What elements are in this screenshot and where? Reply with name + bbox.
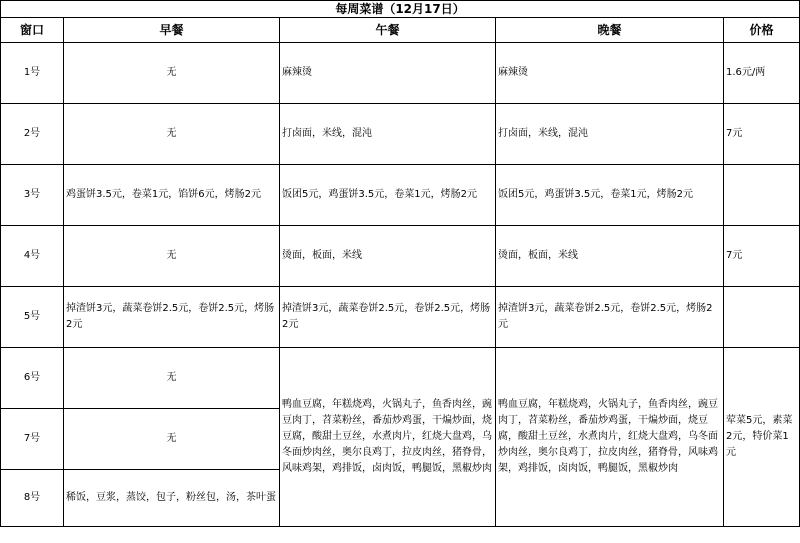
breakfast-cell: 无: [64, 104, 280, 165]
breakfast-cell: 无: [64, 348, 280, 409]
dinner-cell: 饭团5元，鸡蛋饼3.5元，卷菜1元，烤肠2元: [496, 165, 724, 226]
breakfast-cell: 鸡蛋饼3.5元，卷菜1元，馅饼6元，烤肠2元: [64, 165, 280, 226]
breakfast-cell: 掉渣饼3元，蔬菜卷饼2.5元，卷饼2.5元，烤肠2元: [64, 287, 280, 348]
price-cell: 1.6元/两: [724, 43, 800, 104]
window-cell: 4号: [1, 226, 64, 287]
price-cell-shared: 荤菜5元，素菜2元，特价菜1元: [724, 348, 800, 527]
window-cell: 6号: [1, 348, 64, 409]
lunch-cell: 打卤面，米线，混沌: [280, 104, 496, 165]
table-row: [1, 165, 800, 226]
table-row: [1, 43, 800, 104]
lunch-cell: 烫面，板面，米线: [280, 226, 496, 287]
price-cell: [724, 165, 800, 226]
dinner-cell: 打卤面，米线，混沌: [496, 104, 724, 165]
price-cell: 7元: [724, 104, 800, 165]
header-row: [1, 18, 800, 43]
breakfast-cell: 无: [64, 43, 280, 104]
header-breakfast: 早餐: [64, 18, 280, 43]
title-row: [1, 1, 800, 18]
lunch-cell: 饭团5元，鸡蛋饼3.5元，卷菜1元，烤肠2元: [280, 165, 496, 226]
breakfast-cell: 稀饭，豆浆，蒸饺，包子，粉丝包，汤，茶叶蛋: [64, 470, 280, 527]
dinner-cell: 烫面，板面，米线: [496, 226, 724, 287]
table-row: [1, 104, 800, 165]
breakfast-cell: 无: [64, 409, 280, 470]
dinner-cell-shared: 鸭血豆腐，年糕烧鸡，火锅丸子，鱼香肉丝，豌豆肉丁，苕菜粉丝，番茄炒鸡蛋，干煸炒面，烧豆腐，酸甜土豆丝，水煮肉片，红烧大盘鸡，乌冬面炒肉丝，奥尔良鸡丁，拉皮肉丝，猪脊骨，风味鸡架，鸡排饭，卤肉饭，鸭腿饭，黑椒炒肉: [496, 348, 724, 527]
dinner-cell: 掉渣饼3元，蔬菜卷饼2.5元，卷饼2.5元，烤肠2元: [496, 287, 724, 348]
lunch-cell: 麻辣烫: [280, 43, 496, 104]
header-window: 窗口: [1, 18, 64, 43]
lunch-cell-shared: 鸭血豆腐，年糕烧鸡，火锅丸子，鱼香肉丝，豌豆肉丁，苕菜粉丝，番茄炒鸡蛋，干煸炒面，烧豆腐，酸甜土豆丝，水煮肉片，红烧大盘鸡，乌冬面炒肉丝，奥尔良鸡丁，拉皮肉丝，猪脊骨，风味鸡架，鸡排饭，卤肉饭，鸭腿饭，黑椒炒肉: [280, 348, 496, 527]
dinner-cell: 麻辣烫: [496, 43, 724, 104]
window-cell: 8号: [1, 470, 64, 527]
price-cell: [724, 287, 800, 348]
header-lunch: 午餐: [280, 18, 496, 43]
menu-title: 每周菜谱（12月17日）: [1, 1, 800, 18]
breakfast-cell: 无: [64, 226, 280, 287]
window-cell: 5号: [1, 287, 64, 348]
table-row: [1, 287, 800, 348]
price-cell: 7元: [724, 226, 800, 287]
lunch-cell: 掉渣饼3元，蔬菜卷饼2.5元，卷饼2.5元，烤肠2元: [280, 287, 496, 348]
table-row: [1, 348, 800, 409]
window-cell: 3号: [1, 165, 64, 226]
window-cell: 2号: [1, 104, 64, 165]
header-dinner: 晚餐: [496, 18, 724, 43]
window-cell: 7号: [1, 409, 64, 470]
window-cell: 1号: [1, 43, 64, 104]
header-price: 价格: [724, 18, 800, 43]
table-row: [1, 226, 800, 287]
